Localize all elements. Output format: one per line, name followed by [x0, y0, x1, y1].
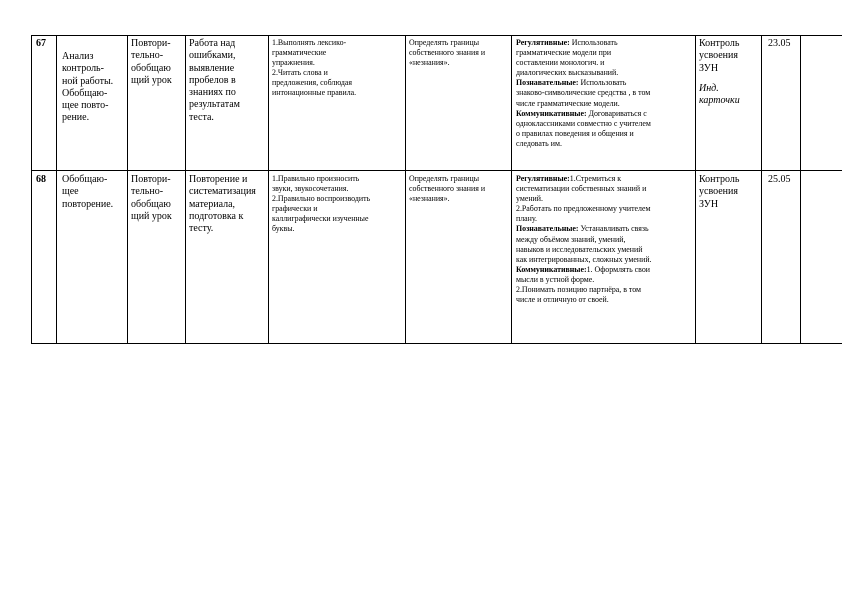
uud-communicative	[516, 109, 694, 149]
uud-results	[516, 174, 694, 305]
uud-communicative	[516, 265, 694, 305]
uud-text: Использовать грамматические модели при составлении монологич. и диалогических высказываний.	[516, 38, 619, 78]
lesson-topic	[62, 174, 126, 211]
uud-text: Устанавливать связь между объёмом знаний, умений, навыков и исследовательских умений как интегрированных, сложных умений.	[516, 224, 652, 264]
uud-cognitive	[516, 78, 694, 108]
row-number: 67	[36, 38, 46, 49]
lesson-content-text: Работа над ошибками, выявление пробелов в знаниях по результатам теста.	[189, 38, 240, 123]
row-number: 68	[36, 174, 46, 185]
subject-results	[272, 174, 404, 235]
column-divider	[185, 35, 186, 344]
row-divider	[31, 35, 842, 36]
uud-text: Договариваться с одноклассниками совместно с учителем о правилах поведения и общения и следовать им.	[516, 108, 651, 148]
lesson-type	[131, 38, 185, 87]
uud-label: Регулятивные:	[516, 174, 570, 183]
column-divider	[800, 35, 801, 344]
column-divider	[405, 35, 406, 344]
control-form	[699, 174, 761, 211]
lesson-date: 25.05	[768, 174, 791, 185]
uud-text: 1.Стремиться к систематизации собственных знаний и умений. 2.Работать по предложенному учителем плану.	[516, 174, 651, 224]
column-divider	[127, 35, 128, 344]
row-divider	[31, 343, 842, 344]
lesson-content	[189, 174, 267, 235]
uud-cognitive	[516, 224, 694, 264]
personal-results-text: Определять границы собственного знания и «незнания».	[409, 38, 486, 68]
lesson-date: 23.05	[768, 38, 791, 49]
subject-results	[272, 38, 404, 99]
uud-label: Регулятивные:	[516, 38, 570, 47]
personal-results	[409, 38, 510, 68]
subject-results-text: 1.Правильно произносить звуки, звукосочетания. 2.Правильно воспроизводить графически и каллиграфически изученные буквы.	[272, 174, 371, 234]
uud-label: Познавательные:	[516, 224, 579, 234]
uud-regulative	[516, 38, 694, 78]
column-divider	[511, 35, 512, 344]
lesson-type-text: Повтори- тельно- обобщаю щий урок	[131, 38, 172, 86]
lesson-type-text: Повтори- тельно- обобщаю щий урок	[131, 174, 172, 222]
lesson-topic-text: Обобщаю- щее повторение.	[62, 174, 114, 210]
lesson-content-text: Повторение и систематизация материала, подготовка к тесту.	[189, 174, 256, 235]
control-form	[699, 38, 761, 107]
uud-label: Познавательные:	[516, 78, 579, 88]
personal-results-text: Определять границы собственного знания и «незнания».	[409, 174, 486, 204]
uud-label: Коммуникативные:	[516, 264, 587, 274]
uud-text: Использовать знаково-символические средства , в том числе грамматические модели.	[516, 78, 651, 108]
control-note: Инд. карточки	[699, 82, 740, 107]
lesson-type	[131, 174, 185, 223]
uud-text: 1. Оформлять свои мысли в устной форме. 2.Понимать позицию партнёра, в том числе и отличную от своей.	[516, 264, 651, 305]
control-form-text: Контроль усвоения ЗУН	[699, 38, 740, 74]
column-divider	[695, 35, 696, 344]
row-divider	[31, 170, 842, 171]
lesson-topic-text: Анализ контроль- ной работы. Обобщаю- щее повто- рение.	[62, 51, 114, 124]
column-divider	[56, 35, 57, 344]
column-divider	[268, 35, 269, 344]
personal-results	[409, 174, 510, 204]
lesson-topic	[62, 51, 126, 125]
lesson-content	[189, 38, 267, 124]
control-form-text: Контроль усвоения ЗУН	[699, 174, 740, 210]
lesson-plan-table	[31, 35, 842, 344]
column-divider	[761, 35, 762, 344]
uud-regulative	[516, 174, 694, 224]
subject-results-text: 1.Выполнять лексико- грамматические упражнения. 2.Читать слова и предложения, соблюдая интонационные правила.	[272, 38, 357, 98]
uud-results	[516, 38, 694, 149]
table-border-left	[31, 35, 32, 344]
uud-label: Коммуникативные:	[516, 108, 587, 118]
